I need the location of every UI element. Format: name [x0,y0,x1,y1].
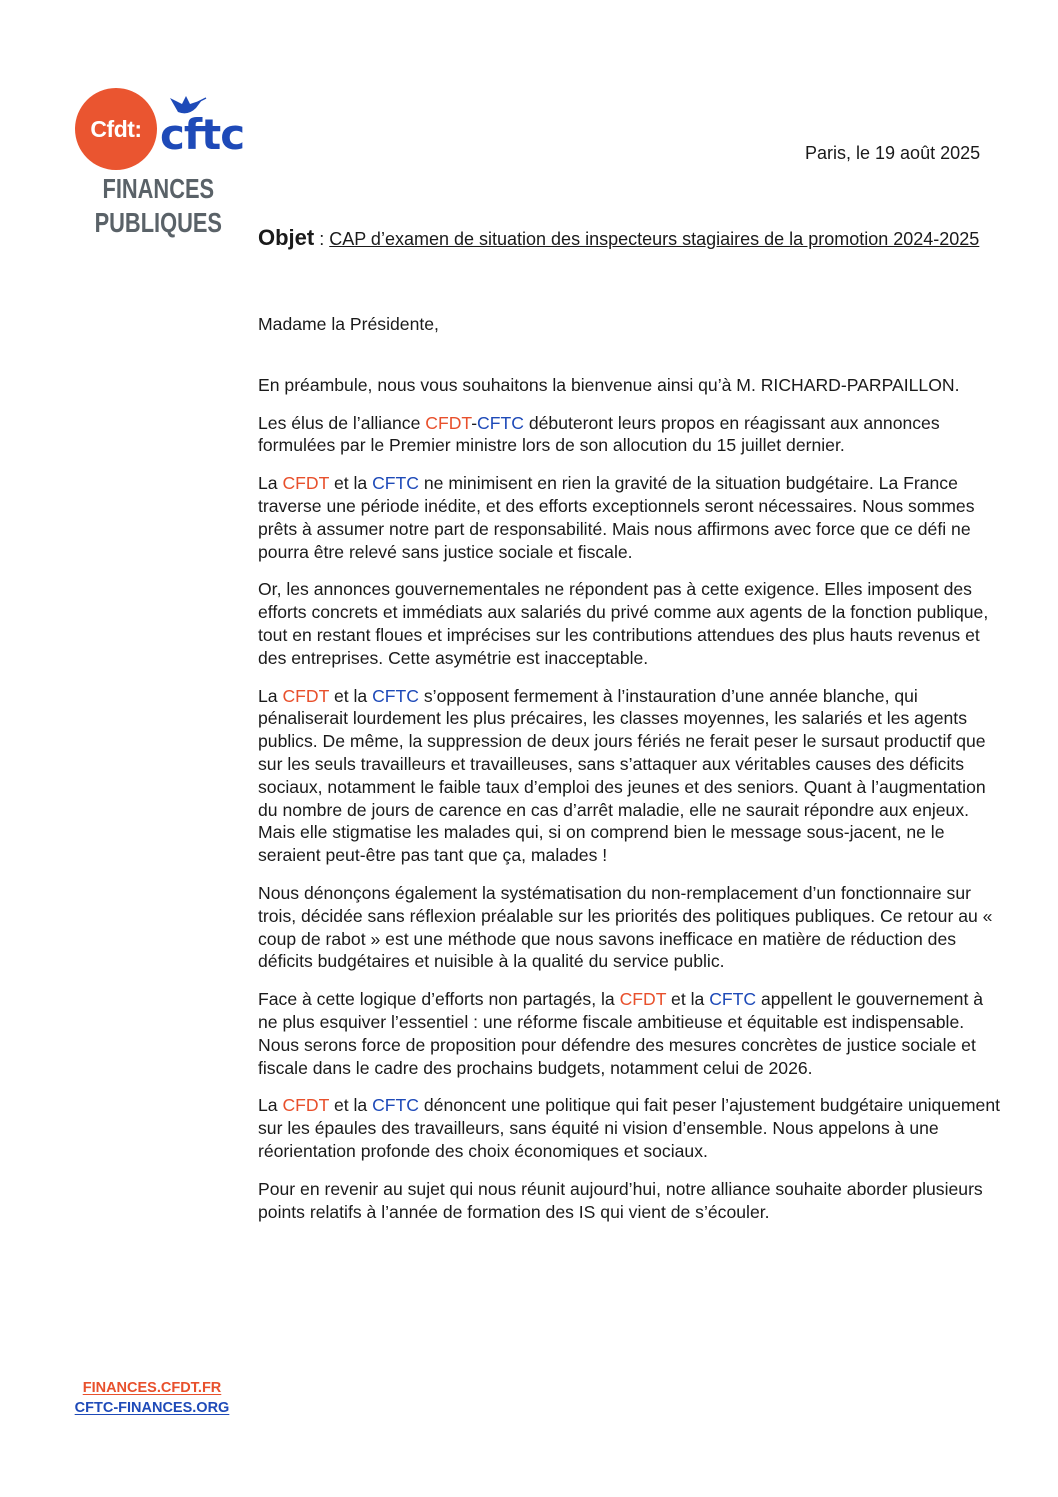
paragraph-text: La [258,1095,283,1116]
division-name [92,172,225,240]
paragraph-text: appellent le gouvernement à ne plus esquiver l’essentiel : une réforme fiscale ambitieuse et équitable est indispensable. Nous serons force de proposition pour défendre des mesures concrètes de justice sociale et fiscale dans le cadre des prochains budgets, notamment celui de 2026. [258,989,984,1078]
cfdt-logo: Cfdt: [75,88,157,170]
cfdt-name: CFDT [282,473,330,494]
cfdt-name: CFDT [619,989,667,1010]
footer-links [72,1380,232,1420]
paragraph-text: et la [329,1095,373,1116]
paragraph-text: La [258,473,283,494]
salutation: Madame la Présidente, [258,314,439,334]
cfdt-name: CFDT [282,1095,330,1116]
cfdt-website-link[interactable]: FINANCES.CFDT.FR [82,1380,222,1396]
letter-body [258,226,1003,1238]
cftc-website-link[interactable]: CFTC-FINANCES.ORG [74,1400,230,1416]
subject-label: Objet [258,225,315,250]
paragraph [258,374,1003,397]
paragraph [258,578,1003,669]
paragraph [258,882,1003,973]
paragraph [258,685,1003,867]
paragraph [258,1178,1003,1224]
paragraph-text: et la [666,989,710,1010]
paragraph [258,1094,1003,1162]
cfdt-name: CFDT [282,685,330,706]
paragraph-text: En préambule, nous vous souhaitons la bienvenue ainsi qu’à M. RICHARD-PARPAILLON. [258,374,960,395]
cftc-name: CFTC [372,1095,419,1116]
paragraph-text: et la [329,473,373,494]
paragraph-text: - [471,412,478,433]
paragraph [258,412,1003,458]
paragraph-text: Pour en revenir au sujet qui nous réunit aujourd’hui, notre alliance souhaite aborder plusieurs points relatifs à l’année de formation des IS qui vient de s’écouler. [258,1178,983,1222]
letter-subject [258,226,1003,251]
paragraph-text: Les élus de l’alliance [258,412,426,433]
paragraph-text: débuteront leurs propos en réagissant aux annonces formulées par le Premier ministre lors de son allocution du 15 juillet dernier. [258,412,940,456]
cftc-name: CFTC [709,989,757,1010]
paragraph-text: Face à cette logique d’efforts non partagés, la [258,989,620,1010]
cftc-name: CFTC [372,685,419,706]
paragraph-text: s’opposent fermement à l’instauration d’une année blanche, qui pénaliserait lourdement les plus précaires, les classes moyennes, les salariés et les agents publics. De même, la suppression de deux jours fériés ne ferait peser le sursaut productif que sur les seuls travailleurs et travailleuses, sans s’attaquer aux véritables causes des déficits sociaux, notamment le faible taux d’emploi des jeunes et des seniors. Quant à l’augmentation du nombre de jours de carence en cas d’arrêt maladie, elle ne saurait répondre aux enjeux. Mais elle stigmatise les malades qui, si on comprend bien le message sous-jacent, ne le seraient peut-être pas tant que ça, malades ! [258,685,986,866]
paragraph-text: Or, les annonces gouvernementales ne répondent pas à cette exigence. Elles imposent des efforts concrets et immédiats aux salariés du privé comme aux agents de la fonction publique, tout en restant floues et imprécises sur les contributions attendues des plus hauts revenus et des entreprises. Cette asymétrie est inacceptable. [258,579,989,668]
paragraph-text: Nous dénonçons également la systématisation du non-remplacement d’un fonctionnaire sur trois, décidée sans réflexion préalable sur les priorités des politiques publiques. Ce retour au « coup de rabot » est une méthode que nous savons inefficace en matière de réduction des déficits budgétaires et nuisible à la qualité du service public. [258,882,993,972]
division-line-2: PUBLIQUES [94,207,223,238]
cftc-name: CFTC [477,412,524,433]
letter-date: Paris, le 19 août 2025 [805,143,981,163]
paragraph-text: et la [329,685,373,706]
cftc-name: CFTC [372,473,419,494]
cftc-logo: cftc [160,110,245,159]
paragraph [258,472,1003,563]
cfdt-name: CFDT [425,412,472,433]
paragraph [258,988,1003,1079]
subject-text: CAP d’examen de situation des inspecteurs stagiaires de la promotion 2024-2025 [329,229,980,249]
paragraph-text: dénoncent une politique qui fait peser l’ajustement budgétaire uniquement sur les épaules des travailleurs, sans équité ni vision d’ensemble. Nous appelons à une réorientation profonde des choix économiques et sociaux. [258,1095,1000,1161]
subject-separator: : [314,229,330,249]
paragraph-text: La [258,685,283,706]
division-line-1: FINANCES [102,173,215,204]
paragraphs [258,374,1003,1224]
paragraph-text: ne minimisent en rien la gravité de la situation budgétaire. La France traverse une période inédite, et des efforts exceptionnels seront nécessaires. Nous sommes prêts à assumer notre part de responsabilité. Mais nous affirmons avec force que ce défi ne pourra être relevé sans justice sociale et fiscale. [258,473,975,562]
